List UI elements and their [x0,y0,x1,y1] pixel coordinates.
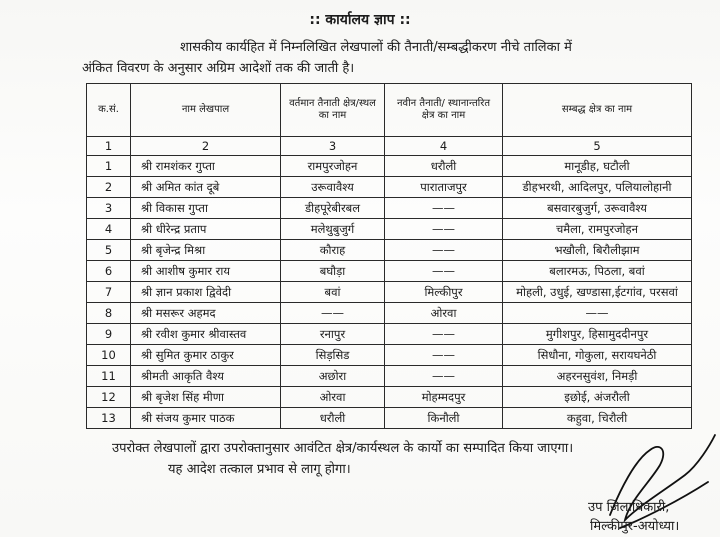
table-row [87,366,692,387]
row-name: श्री संजय कुमार पाठक [131,408,281,429]
column-number: 5 [503,137,692,156]
row-new-posting: मिल्कीपुर [385,282,503,303]
table-row [87,303,692,324]
row-serial: 12 [87,387,131,408]
row-current-posting: बघौड़ा [281,261,385,282]
row-name: श्री आशीष कुमार राय [131,261,281,282]
row-name: श्री अमित कांत दूबे [131,177,281,198]
row-attached-area: इछोई, अंजरौली [503,387,692,408]
intro-line-1: शासकीय कार्यहित में निम्नलिखित लेखपालों की तैनाती/सम्बद्धीकरण नीचे तालिका में [180,40,572,55]
header-current-posting: वर्तमान तैनाती क्षेत्र/स्थल का नाम [281,84,385,137]
row-new-posting: किनौली [385,408,503,429]
footer-line-2: यह आदेश तत्काल प्रभाव से लागू होगा। [168,462,351,477]
row-name: श्री रामशंकर गुप्ता [131,156,281,177]
row-new-posting: —— [385,345,503,366]
row-new-posting: —— [385,240,503,261]
row-serial: 2 [87,177,131,198]
row-serial: 9 [87,324,131,345]
row-new-posting: ओरवा [385,303,503,324]
intro-paragraph [82,37,712,79]
row-attached-area: अहरनसुवंश, निमड़ी [503,366,692,387]
row-new-posting: धरौली [385,156,503,177]
table-row [87,282,692,303]
table-row [87,387,692,408]
row-serial: 7 [87,282,131,303]
row-attached-area: कहुवा, चिरौली [503,408,692,429]
row-serial: 6 [87,261,131,282]
row-attached-area: सिधौना, गोकुला, सरायघनेठी [503,345,692,366]
row-name: श्री बृजेन्द्र मिश्रा [131,240,281,261]
row-name: श्री धीरेन्द्र प्रताप [131,219,281,240]
row-serial: 10 [87,345,131,366]
row-name: श्री बृजेश सिंह मीणा [131,387,281,408]
row-attached-area: मोहली, उधुई, खण्डासा,ईटगांव, परसवां [503,282,692,303]
column-number: 3 [281,137,385,156]
row-serial: 8 [87,303,131,324]
memo-heading: :: कार्यालय ज्ञाप :: [309,12,411,28]
column-number-row [87,137,692,156]
row-current-posting: सिड़सिड [281,345,385,366]
row-attached-area: —— [503,303,692,324]
row-current-posting: ओरवा [281,387,385,408]
row-new-posting: —— [385,198,503,219]
row-new-posting: —— [385,324,503,345]
row-name: श्री ज्ञान प्रकाश द्विवेदी [131,282,281,303]
row-serial: 5 [87,240,131,261]
row-current-posting: अछोरा [281,366,385,387]
row-attached-area: मानूडीह, घटौली [503,156,692,177]
column-number: 4 [385,137,503,156]
row-attached-area: बसवारबुजुर्ग, उरूवावैश्य [503,198,692,219]
row-new-posting: —— [385,261,503,282]
row-current-posting: रनापुर [281,324,385,345]
row-current-posting: धरौली [281,408,385,429]
header-name: नाम लेखपाल [131,84,281,137]
row-serial: 4 [87,219,131,240]
row-current-posting: उरूवावैश्य [281,177,385,198]
row-serial: 13 [87,408,131,429]
row-current-posting: बवां [281,282,385,303]
header-serial: क.सं. [87,84,131,137]
signatory-title: उप जिलाधिकारी, [588,500,670,515]
row-new-posting: —— [385,219,503,240]
row-name: श्री रवीश कुमार श्रीवास्तव [131,324,281,345]
table-row [87,219,692,240]
row-attached-area: चमैला, रामपुरजोहन [503,219,692,240]
row-attached-area: मुगीशपुर, हिसामुददीनपुर [503,324,692,345]
row-new-posting: पाराताजपुर [385,177,503,198]
table-row [87,156,692,177]
column-number: 1 [87,137,131,156]
table-row [87,240,692,261]
table-row [87,177,692,198]
intro-line-2: अंकित विवरण के अनुसार अग्रिम आदेशों तक की जाती है। [82,61,355,76]
table-row [87,324,692,345]
row-current-posting: मलेथुबुजुर्ग [281,219,385,240]
column-number: 2 [131,137,281,156]
signatory-place: मिल्कीपुर-अयोध्या। [590,519,680,534]
row-attached-area: डीहभरथी, आदिलपुर, पलियालोहानी [503,177,692,198]
row-name: श्रीमती आकृति वैश्य [131,366,281,387]
row-attached-area: बलारमऊ, पिठला, बवां [503,261,692,282]
header-new-posting: नवीन तैनाती/ स्थानान्तरित क्षेत्र का नाम [385,84,503,137]
table-row [87,261,692,282]
row-current-posting: —— [281,303,385,324]
row-current-posting: रामपुरजोहन [281,156,385,177]
row-new-posting: —— [385,366,503,387]
row-name: श्री सुमित कुमार ठाकुर [131,345,281,366]
table-row [87,198,692,219]
row-attached-area: भखौली, बिरौलीझाम [503,240,692,261]
table-header-row [87,84,692,137]
row-current-posting: डीहपूरेबीरबल [281,198,385,219]
row-name: श्री मसरूर अहमद [131,303,281,324]
row-serial: 1 [87,156,131,177]
row-new-posting: मोहम्मदपुर [385,387,503,408]
row-current-posting: कौराह [281,240,385,261]
table-row [87,345,692,366]
row-serial: 3 [87,198,131,219]
posting-table [86,83,692,429]
row-name: श्री विकास गुप्ता [131,198,281,219]
header-attached-area: सम्बद्ध क्षेत्र का नाम [503,84,692,137]
footer-line-1: उपरोक्त लेखपालों द्वारा उपरोक्तानुसार आवंटित क्षेत्र/कार्यस्थल के कार्यो का सम्पादित किया जाएगा। [112,441,574,456]
row-serial: 11 [87,366,131,387]
